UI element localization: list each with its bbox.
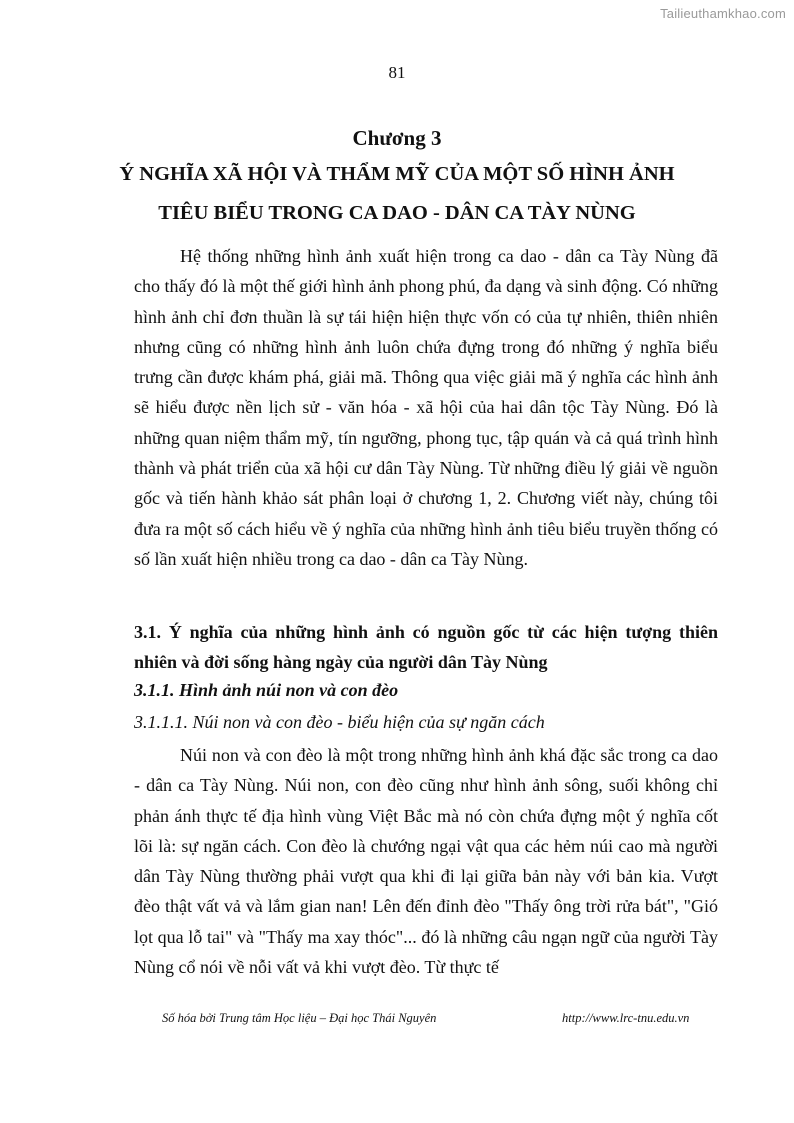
footer-url[interactable]: http://www.lrc-tnu.edu.vn — [562, 1011, 690, 1025]
subsection-heading-3-1-1: 3.1.1. Hình ảnh núi non và con đèo — [134, 680, 399, 700]
chapter-heading: Chương 3 — [352, 126, 442, 150]
section-heading-3-1: 3.1. Ý nghĩa của những hình ảnh có nguồn gốc từ các hiện tượng thiên nhiên và đời sống hàng ngày của người dân Tày Nùng — [134, 622, 718, 672]
chapter-title-line-2: TIÊU BIỂU TRONG CA DAO - DÂN CA TÀY NÙNG — [158, 202, 636, 224]
subsubsection-heading-3-1-1-1: 3.1.1.1. Núi non và con đèo - biểu hiện của sự ngăn cách — [134, 712, 545, 732]
watermark: Tailieuthamkhao.com — [660, 6, 786, 21]
page-number: 81 — [388, 63, 406, 82]
body-paragraph-2: Núi non và con đèo là một trong những hình ảnh khá đặc sắc trong ca dao - dân ca Tày Nùng. Núi non, con đèo cũng như hình ảnh sông, suối không chỉ phản ánh thực tế địa hình vùng Việt Bắc mà nó còn chứa đựng một ý nghĩa cốt lõi là: sự ngăn cách. Con đèo là chướng ngại vật qua các hẻm núi cao mà người dân Tày Nùng thường phải vượt qua khi đi lại giữa bản này với bản kia. Vượt đèo thật vất vả và lắm gian nan! Lên đến đỉnh đèo "Thấy ông trời rửa bát", "Gió lọt qua lỗ tai" và "Thấy ma xay thóc"... đó là những câu ngạn ngữ của người Tày Nùng cổ nói về nỗi vất vả khi vượt đèo. Từ thực tế — [134, 745, 718, 978]
body-paragraph-1: Hệ thống những hình ảnh xuất hiện trong ca dao - dân ca Tày Nùng đã cho thấy đó là một thế giới hình ảnh phong phú, đa dạng và sinh động. Có những hình ảnh chỉ đơn thuần là sự tái hiện hiện thực vốn có của tự nhiên, thiên nhiên nhưng cũng có những hình ảnh luôn chứa đựng trong đó những ý nghĩa biểu trưng cần được khám phá, giải mã. Thông qua việc giải mã ý nghĩa các hình ảnh sẽ hiểu được nền lịch sử - văn hóa - xã hội của hai dân tộc Tày Nùng. Đó là những quan niệm thẩm mỹ, tín ngưỡng, phong tục, tập quán và cả quá trình hình thành và phát triển của xã hội cư dân Tày Nùng. Từ những điều lý giải về nguồn gốc và tiến hành khảo sát phân loại ở chương 1, 2. Chương viết này, chúng tôi đưa ra một số cách hiểu về ý nghĩa của những hình ảnh tiêu biểu truyền thống có số lần xuất hiện nhiều trong ca dao - dân ca Tày Nùng. — [134, 246, 718, 569]
chapter-title-line-1: Ý NGHĨA XÃ HỘI VÀ THẨM MỸ CỦA MỘT SỐ HÌNH ẢNH — [119, 163, 675, 185]
footer-source: Số hóa bởi Trung tâm Học liệu – Đại học Thái Nguyên — [162, 1011, 437, 1025]
